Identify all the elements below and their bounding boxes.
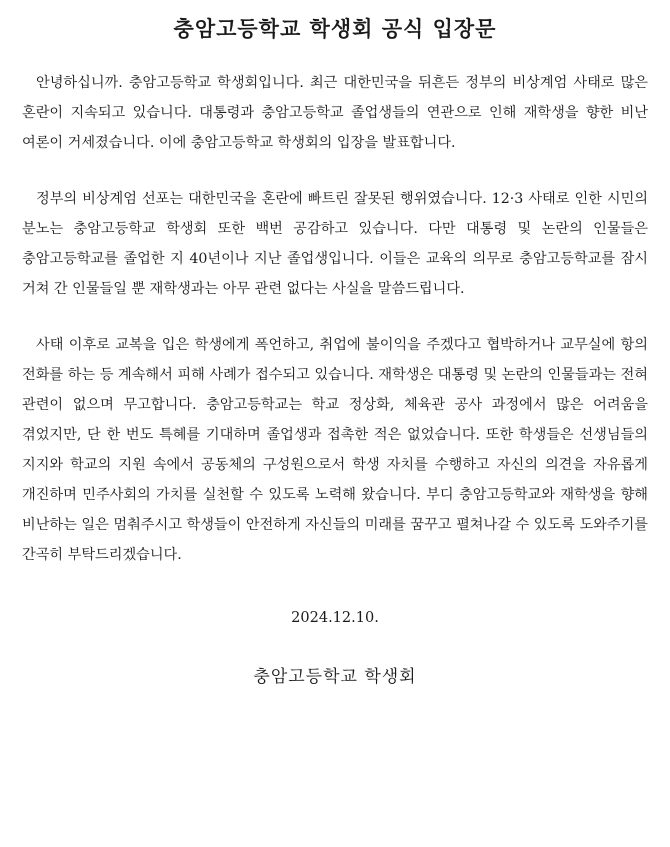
- document-date: 2024.12.10.: [291, 610, 379, 626]
- document-title: 충암고등학교 학생회 공식 입장문: [173, 17, 497, 41]
- paragraph-position: 정부의 비상계엄 선포는 대한민국을 혼란에 빠트린 잘못된 행위였습니다. 12·3 사태로 인한 시민의 분노는 충암고등학교 학생회 또한 백번 공감하고 있습니다. 다만 대통령 및 논란의 인물들은 충암고등학교를 졸업한 지 40년이나 지난 졸업생입니다. 이들은 교육의 의무로 충암고등학교를 잠시 거쳐 간 인물들일 뿐 재학생과는 아무 관련 없다는 사실을 말씀드립니다.: [22, 191, 648, 297]
- document-signature: 충암고등학교 학생회: [253, 667, 417, 687]
- paragraph-intro: 안녕하십니까. 충암고등학교 학생회입니다. 최근 대한민국을 뒤흔든 정부의 비상계엄 사태로 많은 혼란이 지속되고 있습니다. 대통령과 충암고등학교 졸업생들의 연관으로 인해 재학생을 향한 비난 여론이 거세졌습니다. 이에 충암고등학교 학생회의 입장을 발표합니다.: [22, 75, 648, 151]
- paragraph-request: 사태 이후로 교복을 입은 학생에게 폭언하고, 취업에 불이익을 주겠다고 협박하거나 교무실에 항의 전화를 하는 등 계속해서 피해 사례가 접수되고 있습니다. 재학생은 대통령 및 논란의 인물들과는 전혀 관련이 없으며 무고합니다. 충암고등학교는 학교 정상화, 체육관 공사 과정에서 많은 어려움을 겪었지만, 단 한 번도 특혜를 기대하며 졸업생과 접촉한 적은 없었습니다. 또한 학생들은 선생님들의 지지와 학교의 지원 속에서 공동체의 구성원으로서 학생 자치를 수행하고 자신의 의견을 자유롭게 개진하며 민주사회의 가치를 실천할 수 있도록 노력해 왔습니다. 부디 충암고등학교와 재학생을 향해 비난하는 일은 멈춰주시고 학생들이 안전하게 자신들의 미래를 꿈꾸고 펼쳐나갈 수 있도록 도와주기를 간곡히 부탁드리겠습니다.: [22, 337, 648, 563]
